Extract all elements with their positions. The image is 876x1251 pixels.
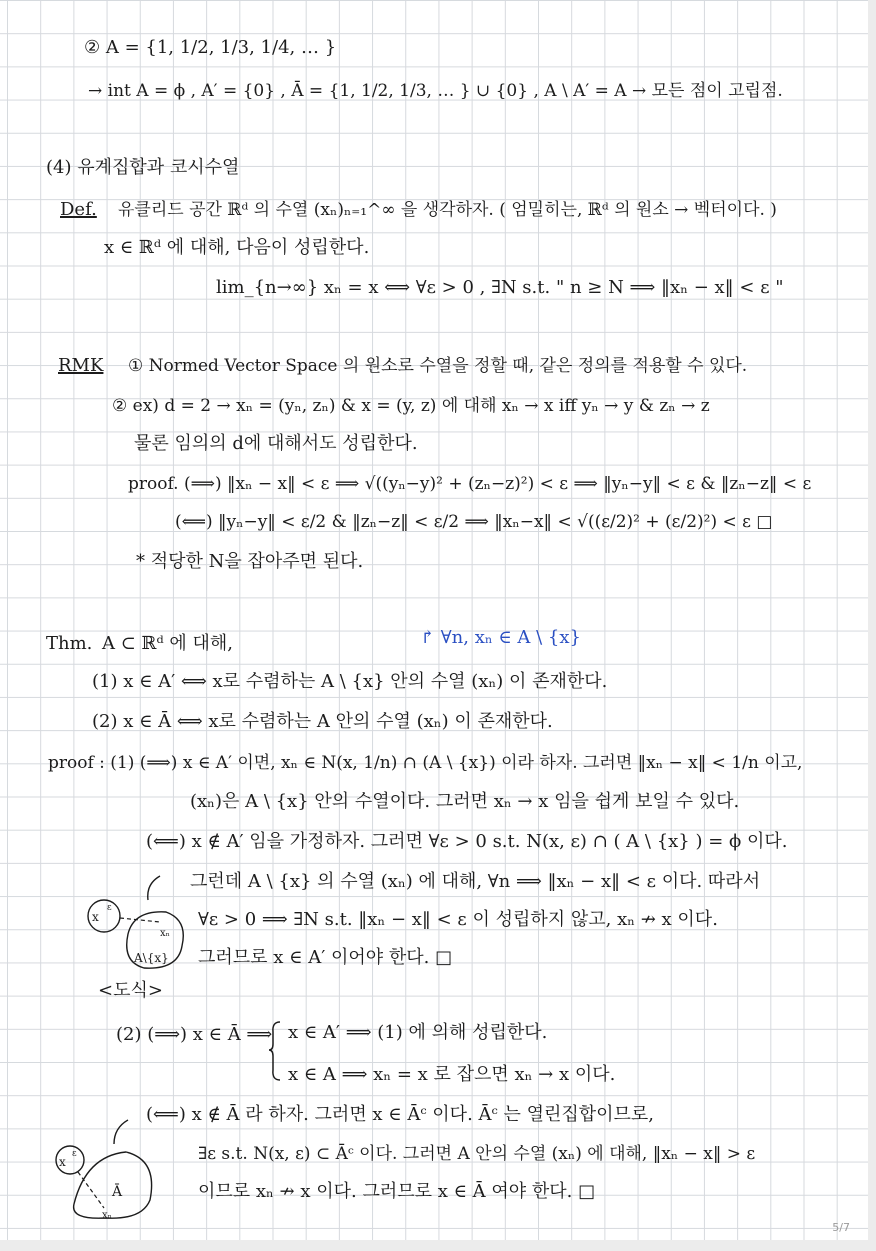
definition-line-2: x ∈ ℝᵈ 에 대해, 다음이 성립한다. [104,237,370,258]
remark-1: ① Normed Vector Space 의 원소로 수열을 정할 때, 같은 정의를 적용할 수 있다. [128,356,748,376]
theorem-proof-3: (⟸) x ∉ A′ 임을 가정하자. 그러면 ∀ε > 0 s.t. N(x, ε) ∩ ( A \ {x} ) = ϕ 이다. [146,831,788,852]
theorem-proof-7a: x ∈ A′ ⟹ (1) 에 의해 성립한다. [288,1022,548,1043]
theorem-proof-10: 이므로 xₙ ↛ x 이다. 그러므로 x ∈ Ā 여야 한다. □ [198,1181,596,1202]
theorem-proof-6: 그러므로 x ∈ A′ 이어야 한다. □ [198,947,453,968]
figure-label: <도식> [98,980,163,1001]
case-brace [268,1018,282,1082]
theorem-proof-1: proof : (1) (⟹) x ∈ A′ 이면, xₙ ∈ N(x, 1/n) ∩ (A \ {x}) 이라 하자. 그러면 ‖xₙ − x‖ < 1/n 이고, [48,753,803,773]
example-2-set: ② A = {1, 1/2, 1/3, 1/4, … } [84,37,337,58]
theorem-annotation: ↱ ∀n, xₙ ∈ A \ {x} [420,627,581,648]
remark-label: RMK [58,355,104,376]
sketch-1-point-label: xₙ [160,928,170,939]
definition-label: Def. [60,199,97,220]
theorem-proof-8: (⟸) x ∉ Ā 라 하자. 그러면 x ∈ Āᶜ 이다. Āᶜ 는 열린집합이므로, [146,1104,655,1125]
sketch-1-region-label: A\{x} [134,951,169,965]
sketch-2-region-label: Ā [112,1184,123,1200]
section-title: (4) 유계집합과 코시수열 [46,157,240,178]
page-number: 5/7 [832,1221,850,1234]
example-2-result: → int A = ϕ , A′ = {0} , Ā = {1, 1/2, 1/3, … } ∪ {0} , A \ A′ = A → 모든 점이 고립점. [88,81,783,101]
sketch-2-x-label: x [59,1155,66,1169]
remark-proof-2: (⟸) ‖yₙ−y‖ < ε/2 & ‖zₙ−z‖ < ε/2 ⟹ ‖xₙ−x‖ < √((ε/2)² + (ε/2)²) < ε □ [175,512,773,532]
sketch-1-eps-label: ε [107,903,112,913]
sketch-2-eps-label: ε [72,1149,77,1159]
remark-proof-note: * 적당한 N을 잡아주면 된다. [136,551,364,572]
sketch-neighbourhood-2 [46,1116,162,1226]
theorem-proof-7b: x ∈ A ⟹ xₙ = x 로 잡으면 xₙ → x 이다. [288,1064,616,1085]
theorem-proof-4: 그런데 A \ {x} 의 수열 (xₙ) 에 대해, ∀n ⟹ ‖xₙ − x‖ < ε 이다. 따라서 [190,871,761,892]
remark-2-cont: 물론 임의의 d에 대해서도 성립한다. [134,433,418,454]
theorem-head: A ⊂ ℝᵈ 에 대해, [102,633,234,654]
theorem-part-1: (1) x ∈ A′ ⟺ x로 수렴하는 A \ {x} 안의 수열 (xₙ) 이 존재한다. [92,671,608,692]
theorem-proof-7: (2) (⟹) x ∈ Ā ⟹ [116,1024,273,1045]
sketch-1-x-label: x [92,910,99,924]
theorem-proof-5: ∀ε > 0 ⟹ ∃N s.t. ‖xₙ − x‖ < ε 이 성립하지 않고, xₙ ↛ x 이다. [198,909,718,930]
theorem-label: Thm. [46,633,93,654]
remark-proof-1: proof. (⟹) ‖xₙ − x‖ < ε ⟹ √((yₙ−y)² + (zₙ−z)²) < ε ⟹ ‖yₙ−y‖ < ε & ‖zₙ−z‖ < ε [128,474,812,494]
theorem-part-2: (2) x ∈ Ā ⟺ x로 수렴하는 A 안의 수열 (xₙ) 이 존재한다. [92,711,553,732]
definition-formula: lim_{n→∞} xₙ = x ⟺ ∀ε > 0 , ∃N s.t. " n ≥ N ⟹ ‖xₙ − x‖ < ε " [216,277,784,298]
definition-text: 유클리드 공간 ℝᵈ 의 수열 (xₙ)ₙ₌₁^∞ 을 생각하자. ( 엄밀히는, ℝᵈ 의 원소 → 벡터이다. ) [118,200,777,220]
theorem-proof-9: ∃ε s.t. N(x, ε) ⊂ Āᶜ 이다. 그러면 A 안의 수열 (xₙ) 에 대해, ‖xₙ − x‖ > ε [198,1144,756,1164]
sketch-2-point-label: xₙ [102,1210,112,1221]
theorem-proof-2: (xₙ)은 A \ {x} 안의 수열이다. 그러면 xₙ → x 임을 쉽게 보일 수 있다. [190,791,740,812]
remark-2: ② ex) d = 2 → xₙ = (yₙ, zₙ) & x = (y, z) 에 대해 xₙ → x iff yₙ → y & zₙ → z [112,396,710,416]
sketch-neighbourhood-1 [82,870,192,980]
